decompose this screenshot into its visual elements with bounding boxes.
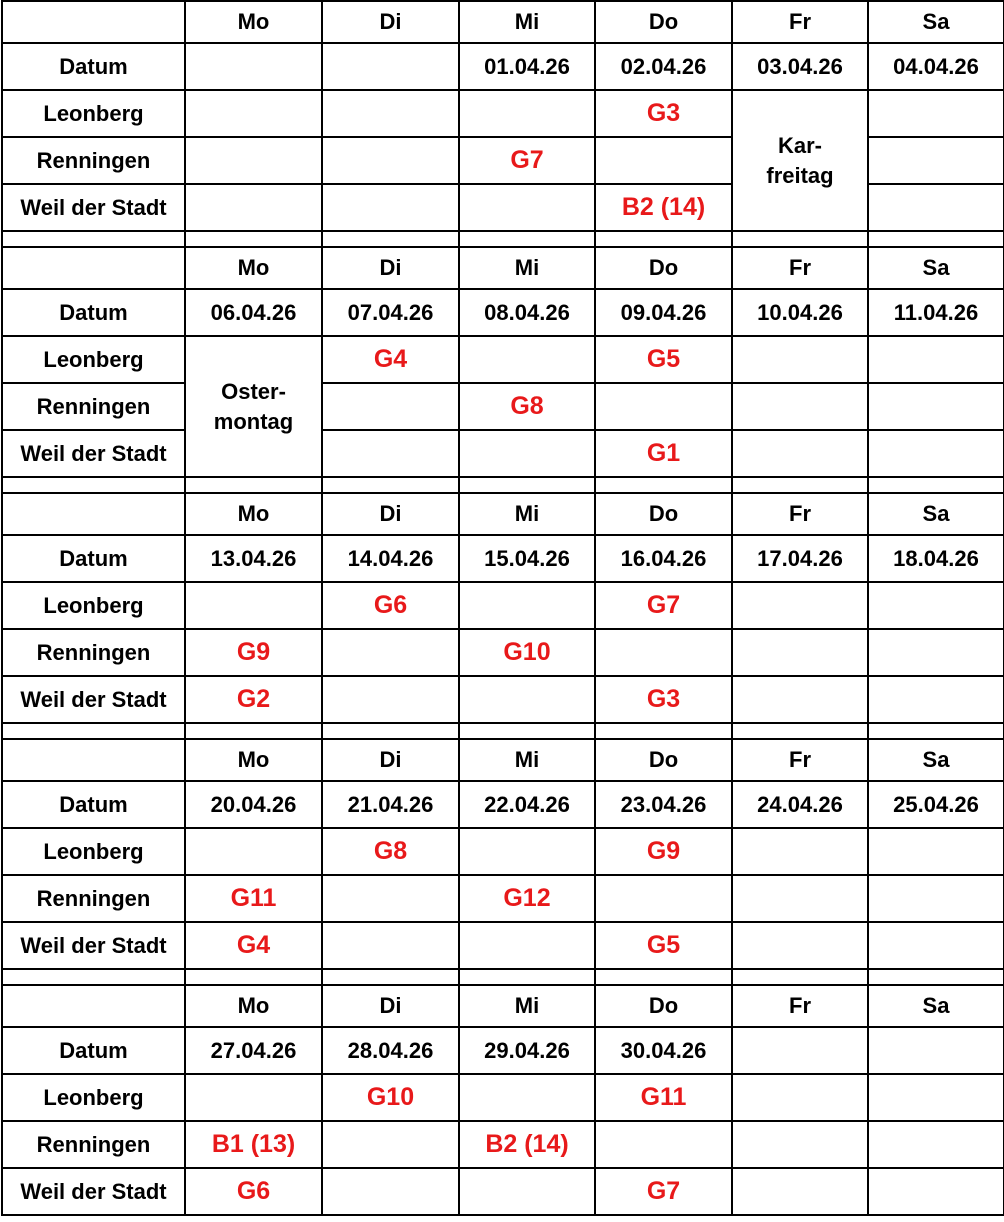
schedule-entry-cell (459, 828, 595, 875)
holiday-cell (732, 90, 868, 231)
schedule-entry-cell (185, 828, 322, 875)
date-cell: 23.04.26 (595, 781, 732, 828)
spacer-cell (322, 723, 459, 739)
weekday-header: Mo (185, 493, 322, 535)
schedule-entry-cell (459, 90, 595, 137)
schedule-entry-cell (732, 1074, 868, 1121)
schedule-entry-cell: G8 (322, 828, 459, 875)
weekday-header: Sa (868, 1, 1004, 43)
date-cell: 25.04.26 (868, 781, 1004, 828)
weekday-header: Mo (185, 739, 322, 781)
location-label: Renningen (2, 137, 185, 184)
schedule-entry-cell (595, 629, 732, 676)
week-header-row (2, 1, 1004, 43)
location-row (2, 1121, 1004, 1168)
schedule-entry-cell (868, 1168, 1004, 1215)
weekday-header: Sa (868, 493, 1004, 535)
schedule-entry-cell (868, 430, 1004, 477)
schedule-entry-cell (732, 430, 868, 477)
weekday-header: Mo (185, 985, 322, 1027)
location-row (2, 336, 1004, 383)
date-cell: 30.04.26 (595, 1027, 732, 1074)
location-label: Renningen (2, 629, 185, 676)
schedule-entry-cell (459, 184, 595, 231)
spacer-cell (2, 969, 185, 985)
week-header-row (2, 493, 1004, 535)
schedule-entry-cell (595, 1121, 732, 1168)
schedule-entry-cell (868, 676, 1004, 723)
spacer-cell (459, 231, 595, 247)
location-label: Renningen (2, 875, 185, 922)
schedule-entry-cell (185, 137, 322, 184)
date-cell: 24.04.26 (732, 781, 868, 828)
schedule-entry-cell (595, 875, 732, 922)
date-row (2, 781, 1004, 828)
location-row (2, 430, 1004, 477)
weekday-header: Mo (185, 247, 322, 289)
location-row (2, 629, 1004, 676)
weekday-header: Do (595, 985, 732, 1027)
location-row (2, 922, 1004, 969)
schedule-entry-cell: G3 (595, 90, 732, 137)
weekday-header: Mi (459, 739, 595, 781)
schedule-entry-cell: G6 (322, 582, 459, 629)
schedule-entry-cell: G3 (595, 676, 732, 723)
date-cell: 28.04.26 (322, 1027, 459, 1074)
date-cell: 14.04.26 (322, 535, 459, 582)
spacer-cell (595, 969, 732, 985)
spacer-cell (322, 969, 459, 985)
schedule-entry-cell (732, 676, 868, 723)
schedule-entry-cell (732, 1121, 868, 1168)
date-cell: 21.04.26 (322, 781, 459, 828)
spacer-cell (185, 231, 322, 247)
location-label: Leonberg (2, 90, 185, 137)
corner-cell (2, 493, 185, 535)
schedule-entry-cell (322, 430, 459, 477)
schedule-entry-cell (732, 582, 868, 629)
schedule-entry-cell (868, 336, 1004, 383)
corner-cell (2, 985, 185, 1027)
schedule-entry-cell (459, 1168, 595, 1215)
schedule-entry-cell (185, 582, 322, 629)
weekday-header: Do (595, 1, 732, 43)
spacer-cell (2, 723, 185, 739)
date-cell: 27.04.26 (185, 1027, 322, 1074)
weekday-header: Do (595, 739, 732, 781)
schedule-entry-cell (868, 1074, 1004, 1121)
date-cell: 01.04.26 (459, 43, 595, 90)
schedule-entry-cell (185, 90, 322, 137)
schedule-entry-cell (732, 336, 868, 383)
weekday-header: Fr (732, 985, 868, 1027)
weekday-header: Fr (732, 739, 868, 781)
location-label: Weil der Stadt (2, 184, 185, 231)
weekday-header: Mi (459, 247, 595, 289)
date-row (2, 43, 1004, 90)
schedule-entry-cell (868, 383, 1004, 430)
date-row (2, 289, 1004, 336)
week-spacer-row (2, 969, 1004, 985)
spacer-cell (595, 477, 732, 493)
weekday-header: Di (322, 1, 459, 43)
schedule-entry-cell (185, 184, 322, 231)
spacer-cell (459, 969, 595, 985)
schedule-entry-cell: G11 (185, 875, 322, 922)
spacer-cell (185, 723, 322, 739)
schedule-entry-cell: G7 (595, 1168, 732, 1215)
schedule-entry-cell (868, 184, 1004, 231)
schedule-entry-cell: G10 (459, 629, 595, 676)
location-label: Renningen (2, 1121, 185, 1168)
schedule-entry-cell (868, 1121, 1004, 1168)
location-row (2, 875, 1004, 922)
schedule-entry-cell (868, 828, 1004, 875)
week-spacer-row (2, 723, 1004, 739)
schedule-entry-cell (459, 582, 595, 629)
schedule-entry-cell: G2 (185, 676, 322, 723)
weekday-header: Sa (868, 985, 1004, 1027)
holiday-text-line: freitag (766, 162, 834, 188)
spacer-cell (868, 477, 1004, 493)
spacer-cell (459, 723, 595, 739)
weekday-header: Mi (459, 1, 595, 43)
date-cell: 09.04.26 (595, 289, 732, 336)
date-cell: 15.04.26 (459, 535, 595, 582)
weekday-header: Di (322, 739, 459, 781)
schedule-entry-cell (868, 137, 1004, 184)
date-cell: 20.04.26 (185, 781, 322, 828)
schedule-entry-cell (322, 90, 459, 137)
holiday-text-line: Oster- (221, 378, 286, 404)
schedule-entry-cell (868, 875, 1004, 922)
weekday-header: Mi (459, 985, 595, 1027)
week-spacer-row (2, 477, 1004, 493)
date-cell (868, 1027, 1004, 1074)
spacer-cell (322, 477, 459, 493)
weekday-header: Di (322, 985, 459, 1027)
schedule-entry-cell (732, 1168, 868, 1215)
schedule-entry-cell: G9 (595, 828, 732, 875)
schedule-entry-cell: G7 (459, 137, 595, 184)
schedule-entry-cell: B1 (13) (185, 1121, 322, 1168)
location-label: Leonberg (2, 336, 185, 383)
week-header-row (2, 247, 1004, 289)
location-label: Weil der Stadt (2, 676, 185, 723)
weekday-header: Fr (732, 1, 868, 43)
schedule-entry-cell: G6 (185, 1168, 322, 1215)
schedule-entry-cell (322, 1121, 459, 1168)
date-cell: 29.04.26 (459, 1027, 595, 1074)
corner-cell (2, 247, 185, 289)
spacer-cell (868, 231, 1004, 247)
date-label: Datum (2, 1027, 185, 1074)
schedule-entry-cell (868, 90, 1004, 137)
schedule-entry-cell (732, 629, 868, 676)
schedule-entry-cell (868, 582, 1004, 629)
date-label: Datum (2, 289, 185, 336)
weekday-header: Fr (732, 247, 868, 289)
schedule-entry-cell (459, 676, 595, 723)
schedule-entry-cell (322, 676, 459, 723)
location-label: Weil der Stadt (2, 1168, 185, 1215)
schedule-entry-cell: G7 (595, 582, 732, 629)
spacer-cell (595, 231, 732, 247)
spacer-cell (2, 231, 185, 247)
schedule-entry-cell (322, 383, 459, 430)
schedule-entry-cell (595, 383, 732, 430)
weekday-header: Fr (732, 493, 868, 535)
date-cell: 17.04.26 (732, 535, 868, 582)
location-row (2, 676, 1004, 723)
week-spacer-row (2, 231, 1004, 247)
date-label: Datum (2, 535, 185, 582)
weekday-header: Mi (459, 493, 595, 535)
schedule-entry-cell (732, 828, 868, 875)
location-row (2, 828, 1004, 875)
weekday-header: Sa (868, 739, 1004, 781)
spacer-cell (185, 969, 322, 985)
date-label: Datum (2, 781, 185, 828)
schedule-entry-cell: G9 (185, 629, 322, 676)
schedule-entry-cell: B2 (14) (595, 184, 732, 231)
location-label: Renningen (2, 383, 185, 430)
date-label: Datum (2, 43, 185, 90)
date-cell: 04.04.26 (868, 43, 1004, 90)
weekday-header: Do (595, 247, 732, 289)
schedule-entry-cell (185, 1074, 322, 1121)
schedule-entry-cell (322, 137, 459, 184)
schedule-entry-cell (459, 922, 595, 969)
corner-cell (2, 1, 185, 43)
schedule-entry-cell: G4 (322, 336, 459, 383)
schedule-entry-cell (868, 629, 1004, 676)
schedule-entry-cell: G8 (459, 383, 595, 430)
date-cell: 18.04.26 (868, 535, 1004, 582)
schedule-entry-cell: G5 (595, 336, 732, 383)
location-row (2, 582, 1004, 629)
location-row (2, 1168, 1004, 1215)
date-cell: 13.04.26 (185, 535, 322, 582)
schedule-entry-cell (868, 922, 1004, 969)
schedule-entry-cell (732, 383, 868, 430)
schedule-entry-cell: G1 (595, 430, 732, 477)
schedule-entry-cell (459, 336, 595, 383)
spacer-cell (595, 723, 732, 739)
holiday-cell (185, 336, 322, 477)
weekday-header: Sa (868, 247, 1004, 289)
schedule-entry-cell: B2 (14) (459, 1121, 595, 1168)
date-row (2, 535, 1004, 582)
holiday-text-line: montag (213, 408, 294, 434)
schedule-entry-cell (322, 184, 459, 231)
date-cell: 16.04.26 (595, 535, 732, 582)
spacer-cell (732, 969, 868, 985)
location-row (2, 383, 1004, 430)
schedule-entry-cell (322, 629, 459, 676)
schedule-entry-cell (322, 875, 459, 922)
schedule-entry-cell: G4 (185, 922, 322, 969)
schedule-entry-cell: G10 (322, 1074, 459, 1121)
date-cell: 10.04.26 (732, 289, 868, 336)
spacer-cell (732, 231, 868, 247)
location-label: Weil der Stadt (2, 922, 185, 969)
location-row (2, 1074, 1004, 1121)
location-row (2, 90, 1004, 137)
week-header-row (2, 985, 1004, 1027)
schedule-entry-cell: G11 (595, 1074, 732, 1121)
location-label: Leonberg (2, 1074, 185, 1121)
schedule-entry-cell (322, 1168, 459, 1215)
schedule-entry-cell: G12 (459, 875, 595, 922)
weekday-header: Di (322, 247, 459, 289)
schedule-entry-cell (732, 875, 868, 922)
holiday-text-line: Kar- (777, 132, 822, 158)
date-cell: 22.04.26 (459, 781, 595, 828)
date-cell: 03.04.26 (732, 43, 868, 90)
corner-cell (2, 739, 185, 781)
spacer-cell (459, 477, 595, 493)
date-cell: 08.04.26 (459, 289, 595, 336)
weekday-header: Mo (185, 1, 322, 43)
date-cell (185, 43, 322, 90)
spacer-cell (868, 969, 1004, 985)
spacer-cell (868, 723, 1004, 739)
spacer-cell (732, 477, 868, 493)
location-label: Leonberg (2, 582, 185, 629)
schedule-body (2, 1, 1004, 1215)
spacer-cell (2, 477, 185, 493)
date-cell: 07.04.26 (322, 289, 459, 336)
location-label: Weil der Stadt (2, 430, 185, 477)
weekday-header: Do (595, 493, 732, 535)
spacer-cell (322, 231, 459, 247)
schedule-entry-cell (459, 1074, 595, 1121)
weekday-header: Di (322, 493, 459, 535)
date-cell (322, 43, 459, 90)
schedule-table (1, 0, 1004, 1216)
date-cell (732, 1027, 868, 1074)
location-label: Leonberg (2, 828, 185, 875)
schedule-entry-cell (732, 922, 868, 969)
schedule-entry-cell (459, 430, 595, 477)
schedule-entry-cell (595, 137, 732, 184)
spacer-cell (185, 477, 322, 493)
schedule-entry-cell: G5 (595, 922, 732, 969)
schedule-entry-cell (322, 922, 459, 969)
date-cell: 02.04.26 (595, 43, 732, 90)
date-cell: 06.04.26 (185, 289, 322, 336)
date-row (2, 1027, 1004, 1074)
spacer-cell (732, 723, 868, 739)
date-cell: 11.04.26 (868, 289, 1004, 336)
week-header-row (2, 739, 1004, 781)
